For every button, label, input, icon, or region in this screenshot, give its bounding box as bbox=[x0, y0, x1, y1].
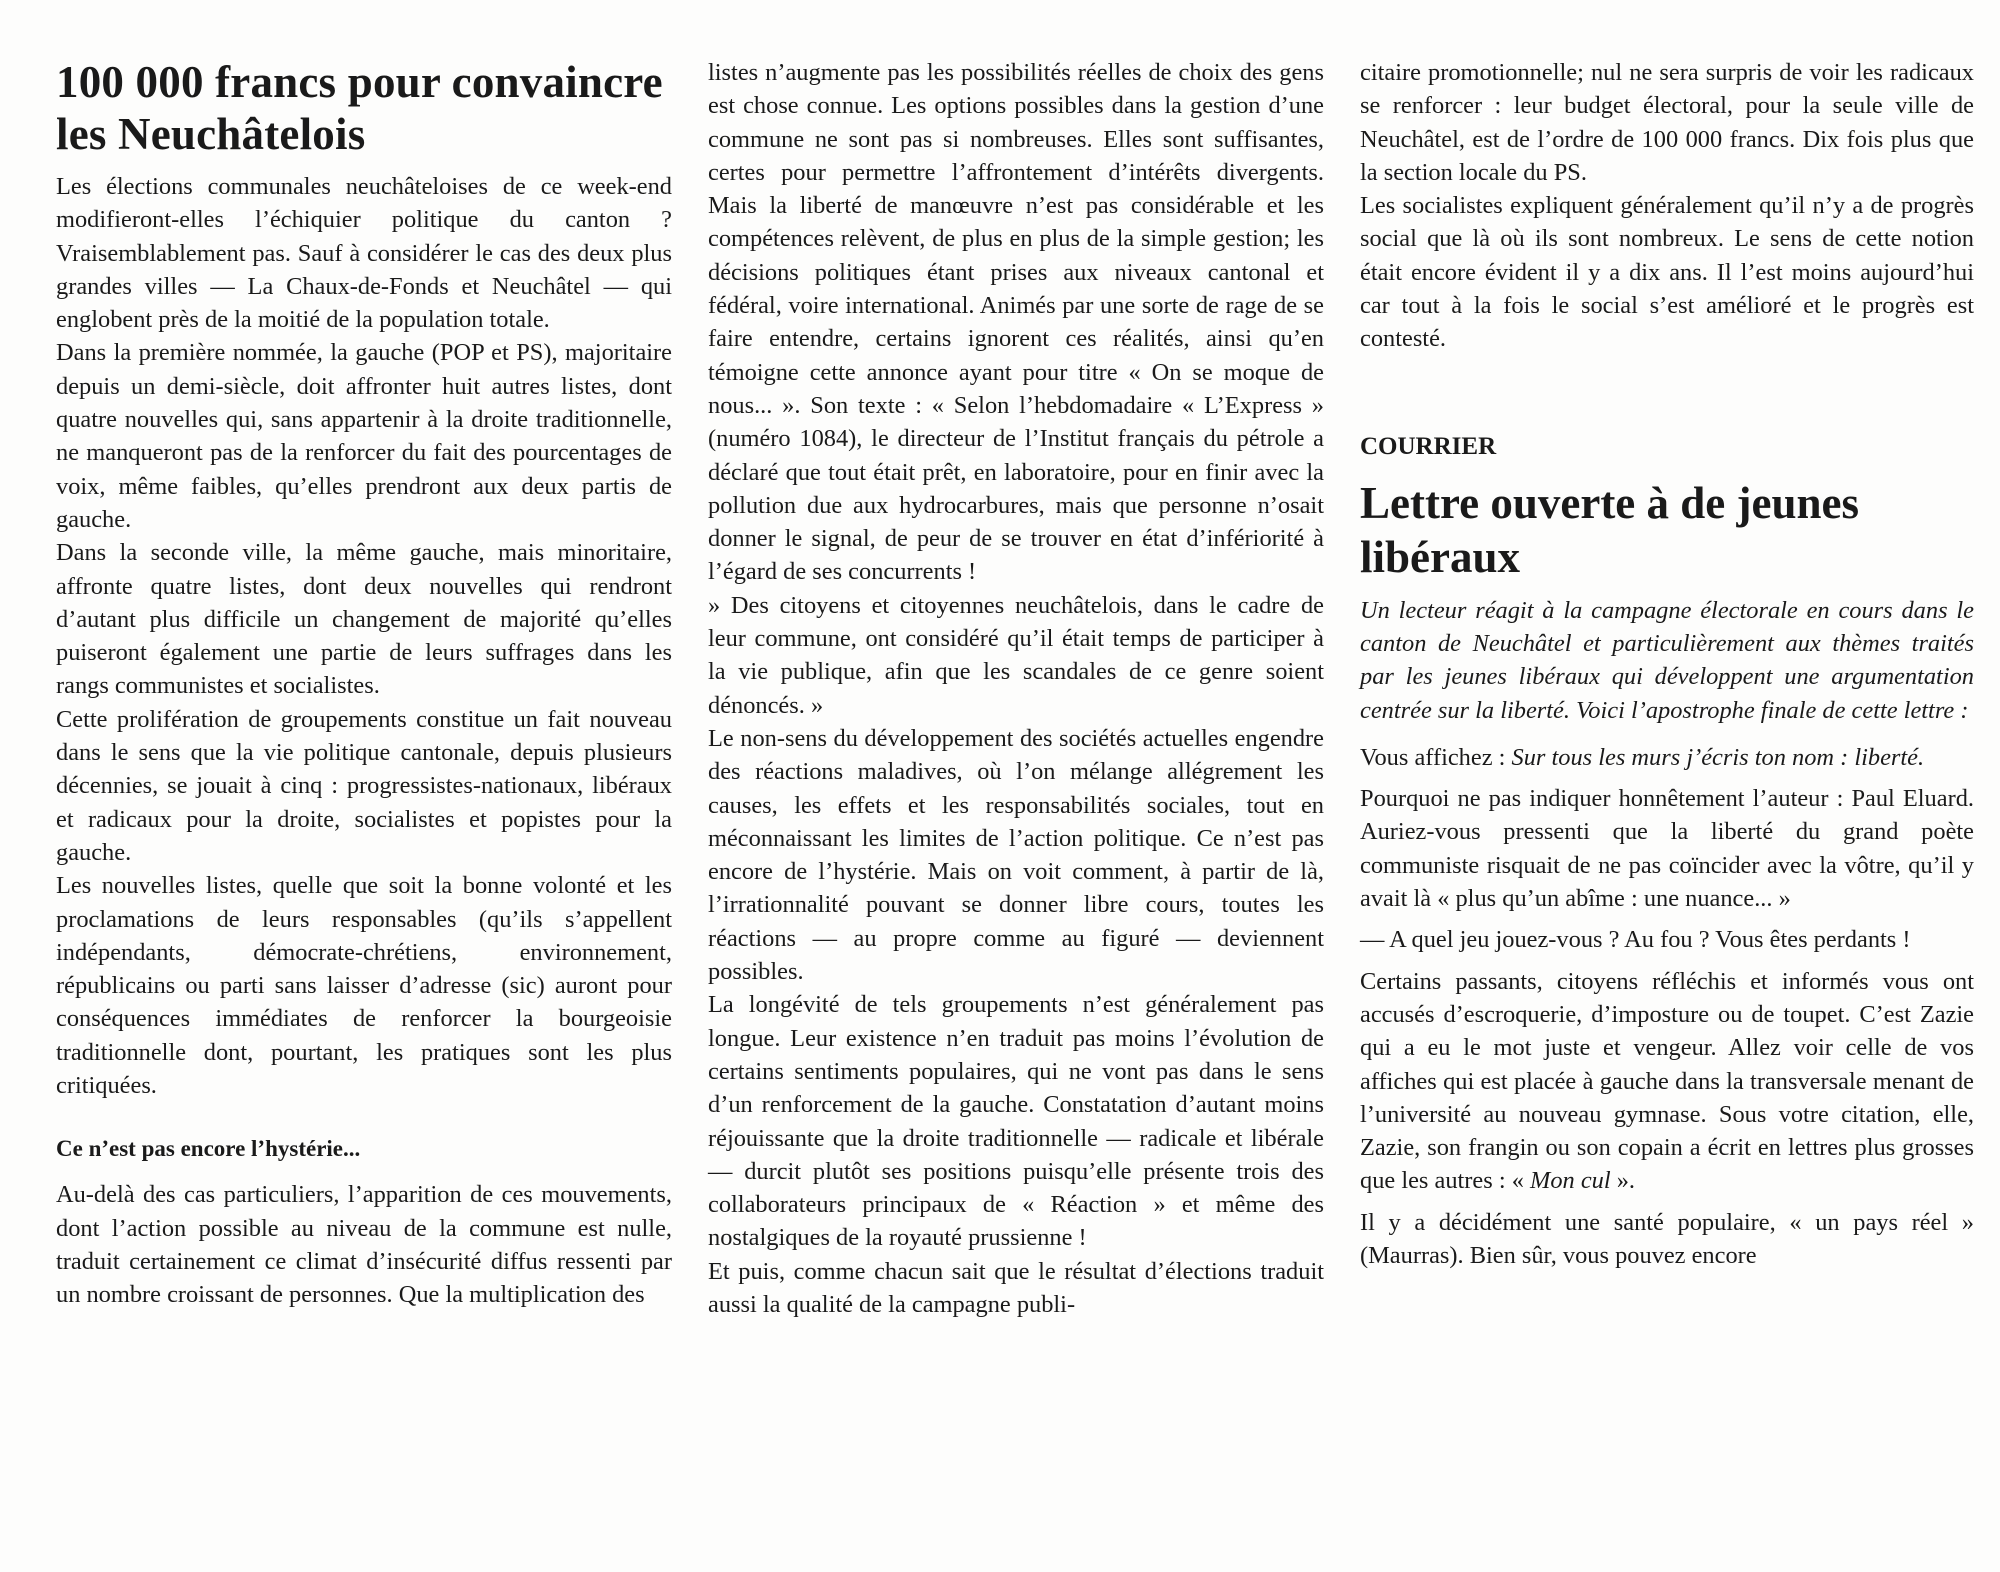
column-3 bbox=[1360, 56, 1974, 1272]
paragraph: — A quel jeu jouez-vous ? Au fou ? Vous êtes perdants ! bbox=[1360, 926, 1911, 954]
paragraph: Cette prolifération de groupements constitue un fait nouveau dans le sens que la vie politique cantonale, depuis plusieurs décennies, se jouait à cinq : progressistes-nationaux, libéraux et radicaux pour la droite, socialistes et popistes pour la gauche. bbox=[56, 705, 672, 866]
paragraph: Les socialistes expliquent généralement qu’il n’y a de progrès social que là où ils sont nombreux. Le sens de cette notion était encore évident il y a dix ans. Il l’est moins aujourd’hui car tout à la fois le social s’est amélioré et le progrès est contesté. bbox=[1360, 192, 1974, 353]
text-span: Certains passants, citoyens réfléchis et informés vous ont accusés d’escroquerie, d’imposture ou de toupet. C’est Zazie qui a eu le mot juste et vengeur. Allez voir celle de vos affiches qui est placée à gauche dans la transversale menant de l’université au nouveau gymnase. Sous votre citation, elle, Zazie, son frangin ou son copain a écrit en lettres plus grosses que les autres : « bbox=[1360, 967, 1974, 1195]
quote-zazie: Mon cul bbox=[1530, 1167, 1611, 1195]
quote-eluard: Sur tous les murs j’écris ton nom : liberté. bbox=[1511, 743, 1925, 771]
paragraph bbox=[1360, 965, 1974, 1198]
paragraph: Dans la seconde ville, la même gauche, mais minoritaire, affronte quatre listes, dont deux nouvelles qui rendront d’autant plus difficile un changement de majorité qu’elles puiseront également une partie de leurs suffrages dans les rangs communistes et socialistes. bbox=[56, 539, 672, 700]
paragraph: Le non-sens du développement des sociétés actuelles engendre des réactions maladives, où l’on mélange allégrement les causes, les effets et les responsabilités sociales, tout en méconnaissant les limites de l’action politique. Ce n’est pas encore de l’hystérie. Mais on voit comment, à partir de là, l’irrationnalité pouvant se donner libre cours, toutes les réactions — au propre comme au figuré — deviennent possibles. bbox=[708, 724, 1324, 986]
paragraph: Dans la première nommée, la gauche (POP et PS), majoritaire depuis un demi-siècle, doit affronter huit autres listes, dont quatre nouvelles qui, sans appartenir à la droite traditionnelle, ne manqueront pas de la renforcer du fait des pourcentages de voix, même faibles, qu’elles prendront aux deux partis de gauche. bbox=[56, 339, 672, 533]
paragraph: La longévité de tels groupements n’est généralement pas longue. Leur existence n’en traduit pas moins l’évolution de certains sentiments populaires, qui ne vont pas dans le sens d’un renforcement de la gauche. Constatation d’autant moins réjouissante que la droite traditionnelle — radicale et libérale — durcit plutôt ses positions puisqu’elle présente trois des collaborateurs principaux de « Réaction » et même des nostalgiques de la royauté prussienne ! bbox=[708, 991, 1324, 1252]
paragraph: Les nouvelles listes, quelle que soit la bonne volonté et les proclamations de leurs responsables (qu’ils s’appellent indépendants, démocrate-chrétiens, environnement, républicains ou parti sans laisser d’adresse (sic) auront pour conséquences immédiates de renforcer la bourgeoisie traditionnelle dont, pourtant, les pratiques sont les plus critiquées. bbox=[56, 872, 672, 1100]
lead-paragraph: Un lecteur réagit à la campagne électorale en cours dans le canton de Neuchâtel et particulièrement aux thèmes traités par les jeunes libéraux qui développent une argumentation centrée sur la liberté. Voici l’apostrophe finale de cette lettre : bbox=[1360, 596, 1974, 724]
paragraph: Au-delà des cas particuliers, l’apparition de ces mouvements, dont l’action possible au niveau de la commune est nulle, traduit certainement ce climat d’insécurité diffus ressenti par un nombre croissant de personnes. Que la multiplication des bbox=[56, 1181, 672, 1309]
section-rubric-courrier: COURRIER bbox=[1360, 432, 1497, 460]
paragraph bbox=[1360, 741, 1974, 774]
headline-lettre-ouverte: Lettre ouverte à de jeunes libéraux bbox=[1360, 477, 1860, 582]
paragraph: Pourquoi ne pas indiquer honnêtement l’auteur : Paul Eluard. Auriez-vous pressenti que la liberté du grand poète communiste risquait de ne pas coïncider avec la vôtre, qu’il y avait là « plus qu’un abîme : une nuance... » bbox=[1360, 785, 1974, 913]
paragraph: Et puis, comme chacun sait que le résultat d’élections traduit aussi la qualité de la campagne publi- bbox=[708, 1257, 1324, 1318]
paragraph: Les élections communales neuchâteloises de ce week-end modifieront-elles l’échiquier politique du canton ? Vraisemblablement pas. Sauf à considérer le cas des deux plus grandes villes — La Chaux-de-Fonds et Neuchâtel — qui englobent près de la moitié de la population totale. bbox=[56, 173, 672, 334]
text-span: Vous affichez : bbox=[1360, 743, 1512, 771]
column-1 bbox=[56, 56, 672, 1312]
paragraph: Il y a décidément une santé populaire, « un pays réel » (Maurras). Bien sûr, vous pouvez encore bbox=[1360, 1208, 1974, 1270]
column-2 bbox=[708, 56, 1324, 1321]
paragraph: listes n’augmente pas les possibilités réelles de choix des gens est chose connue. Les options possibles dans la gestion d’une commune ne sont pas si nombreuses. Elles sont suffisantes, certes pour permettre l’affrontement d’intérêts divergents. Mais la liberté de manœuvre n’est pas considérable et les compétences relèvent, de plus en plus de la simple gestion; les décisions politiques étant prises aux niveaux cantonal et fédéral, voire international. Animés par une sorte de rage de se faire entendre, certains ignorent ces réalités, ainsi qu’en témoigne cette annonce ayant pour titre « On se moque de nous... ». Son texte : « Selon l’hebdomadaire « L’Express » (numéro 1084), le directeur de l’Institut français du pétrole a déclaré que tout était prêt, en laboratoire, pour en finir avec la pollution due aux hydrocarbures, mais que personne n’osait donner le signal, de peur de se trouver en état d’infériorité à l’égard de ses concurrents ! bbox=[708, 59, 1324, 586]
subheading-hysterie: Ce n’est pas encore l’hystérie... bbox=[56, 1136, 361, 1162]
paragraph: citaire promotionnelle; nul ne sera surpris de voir les radicaux se renforcer : leur budget électoral, pour la seule ville de Neuchâtel, est de l’ordre de 100 000 francs. Dix fois plus que la section locale du PS. bbox=[1360, 59, 1974, 186]
paragraph: » Des citoyens et citoyennes neuchâtelois, dans le cadre de leur commune, ont considéré qu’il était temps de participer à la vie publique, afin que les scandales de ce genre soient dénoncés. » bbox=[708, 591, 1324, 719]
text-span: ». bbox=[1610, 1167, 1636, 1195]
headline-100000-francs: 100 000 francs pour convaincre les Neuchâtelois bbox=[56, 57, 663, 159]
